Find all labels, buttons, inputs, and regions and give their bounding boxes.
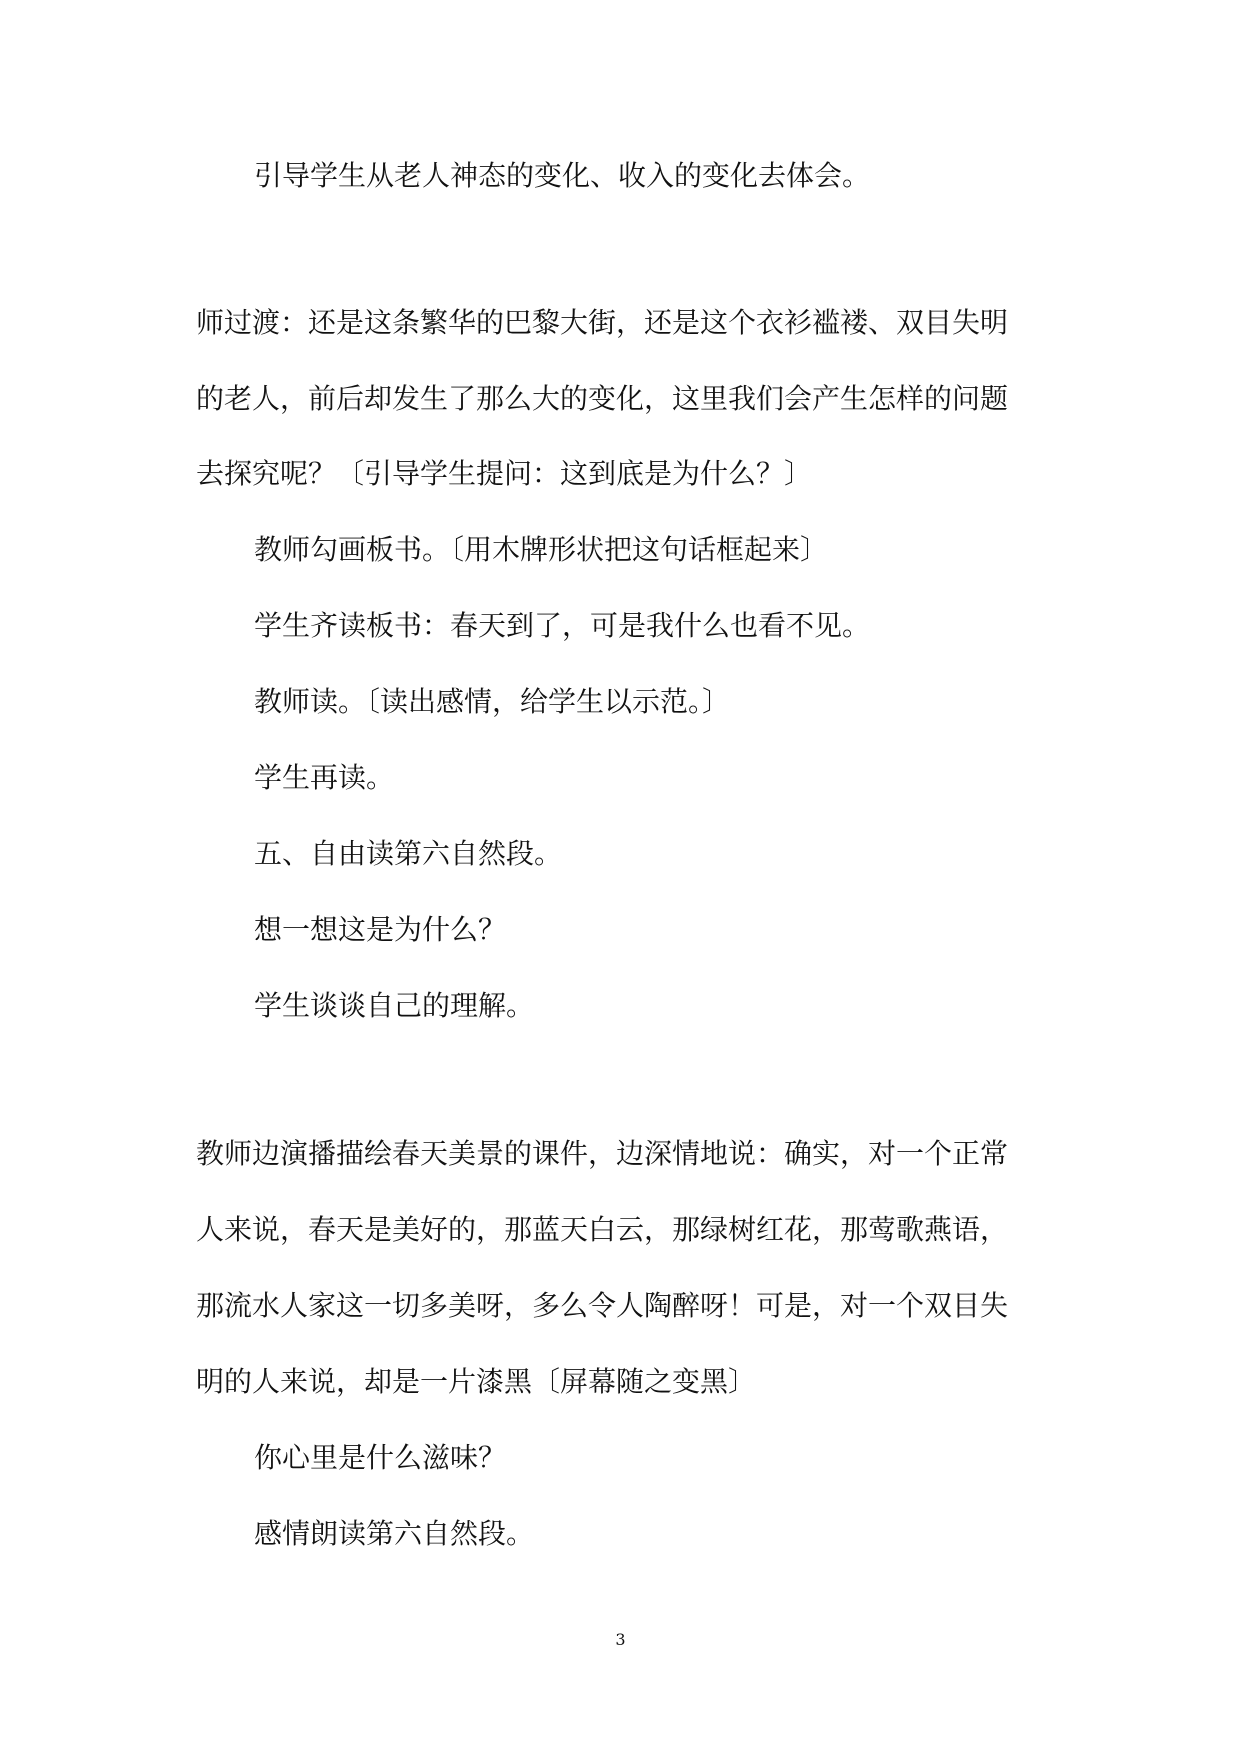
paragraph-line: 教师读。〔读出感情，给学生以示范。〕 bbox=[254, 685, 731, 718]
paragraph-line: 人来说，春天是美好的，那蓝天白云，那绿树红花，那莺歌燕语， bbox=[196, 1213, 1009, 1246]
paragraph-line: 学生再读。 bbox=[254, 761, 395, 794]
paragraph-line: 学生谈谈自己的理解。 bbox=[254, 989, 535, 1022]
paragraph-line: 教师勾画板书。〔用木牌形状把这句话框起来〕 bbox=[254, 533, 829, 566]
paragraph-line: 去探究呢？〔引导学生提问：这到底是为什么？〕 bbox=[196, 457, 813, 490]
paragraph-line: 明的人来说，却是一片漆黑〔屏幕随之变黑〕 bbox=[196, 1365, 757, 1398]
section-heading: 五、自由读第六自然段。 bbox=[254, 837, 563, 870]
paragraph-line: 学生齐读板书：春天到了，可是我什么也看不见。 bbox=[254, 609, 871, 642]
paragraph-line: 你心里是什么滋味？ bbox=[254, 1441, 507, 1474]
paragraph-line: 感情朗读第六自然段。 bbox=[254, 1517, 535, 1550]
paragraph-line: 教师边演播描绘春天美景的课件，边深情地说：确实，对一个正常 bbox=[196, 1137, 1009, 1170]
paragraph-line: 的老人，前后却发生了那么大的变化，这里我们会产生怎样的问题 bbox=[196, 382, 1009, 415]
paragraph-line: 引导学生从老人神态的变化、收入的变化去体会。 bbox=[254, 159, 871, 192]
paragraph-line: 想一想这是为什么？ bbox=[254, 913, 507, 946]
paragraph-line: 那流水人家这一切多美呀，多么令人陶醉呀！可是，对一个双目失 bbox=[196, 1289, 1009, 1322]
paragraph-line: 师过渡：还是这条繁华的巴黎大街，还是这个衣衫褴褛、双目失明 bbox=[196, 306, 1009, 339]
page-number: 3 bbox=[615, 1630, 626, 1649]
